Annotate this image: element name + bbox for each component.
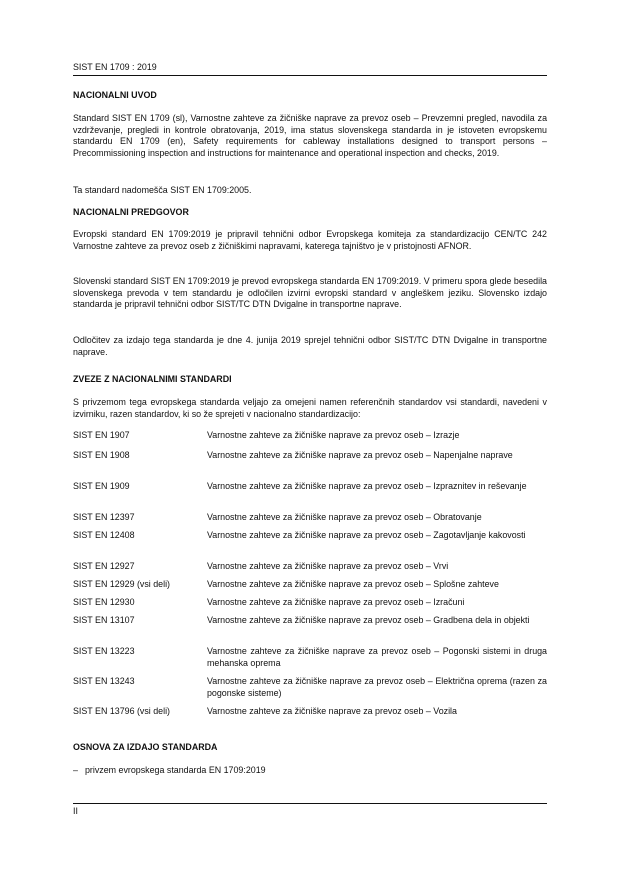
standard-title: Varnostne zahteve za žičniške naprave za prevoz oseb – Zagotavljanje kakovosti — [207, 530, 526, 540]
standard-code: SIST EN 12927 — [73, 561, 135, 571]
paragraph: S privzemom tega evropskega standarda veljajo za omejeni namen referenčnih standardov vsi standardi, navedeni v izvirniku, razen standardov, ki so že sprejeti v nacionalno standardizacijo: — [73, 397, 547, 419]
heading-nacionalni-predgovor: NACIONALNI PREDGOVOR — [73, 207, 189, 217]
standard-title: Varnostne zahteve za žičniške naprave za prevoz oseb – Obratovanje — [207, 512, 482, 522]
standard-title: Varnostne zahteve za žičniške naprave za prevoz oseb – Izpraznitev in reševanje — [207, 481, 527, 491]
page-number: II — [73, 806, 78, 816]
paragraph: Odločitev za izdajo tega standarda je dne 4. junija 2019 sprejel tehnični odbor SIST/TC DTN Dvigalne in transportne naprave. — [73, 335, 547, 357]
standard-code: SIST EN 12408 — [73, 530, 135, 540]
standard-title: Varnostne zahteve za žičniške naprave za prevoz oseb – Izračuni — [207, 597, 465, 607]
standard-code: SIST EN 1908 — [73, 450, 130, 460]
list-item-text: privzem evropskega standarda EN 1709:2019 — [85, 765, 266, 775]
standard-title: Varnostne zahteve za žičniške naprave za prevoz oseb – Napenjalne naprave — [207, 450, 513, 460]
heading-zveze: ZVEZE Z NACIONALNIMI STANDARDI — [73, 374, 232, 384]
standard-code: SIST EN 12929 (vsi deli) — [73, 579, 171, 589]
standard-title: Varnostne zahteve za žičniške naprave za prevoz oseb – Splošne zahteve — [207, 579, 499, 589]
standard-code: SIST EN 12397 — [73, 512, 135, 522]
standard-title: Varnostne zahteve za žičniške naprave za prevoz oseb – Vozila — [207, 706, 457, 716]
standard-title: Varnostne zahteve za žičniške naprave za prevoz oseb – Vrvi — [207, 561, 449, 571]
standard-title: Varnostne zahteve za žičniške naprave za prevoz oseb – Gradbena dela in objekti — [207, 615, 530, 625]
standard-code: SIST EN 13796 (vsi deli) — [73, 706, 171, 716]
paragraph: Slovenski standard SIST EN 1709:2019 je prevod evropskega standarda EN 1709:2019. V primeru spora glede besedila slovenskega prevoda v tem standardu je odločilen izvirni evropski standard v angleškem jeziku. Slovensko izdajo standarda je pripravil tehnični odbor SIST/TC DTN Dvigalne in transportne naprave. — [73, 276, 547, 310]
standard-title: Varnostne zahteve za žičniške naprave za prevoz oseb – Izrazje — [207, 430, 460, 440]
standard-code: SIST EN 1907 — [73, 430, 130, 440]
document-header: SIST EN 1709 : 2019 — [73, 62, 157, 72]
standard-title: Varnostne zahteve za žičniške naprave za prevoz oseb – Električna oprema (razen za pogonske sisteme) — [207, 676, 547, 698]
paragraph: Evropski standard EN 1709:2019 je pripravil tehnični odbor Evropskega komiteja za standardizacijo CEN/TC 242 Varnostne zahteve za prevoz oseb z žičniškimi napravami, katerega tajništvo je v pristojnosti AFNOR. — [73, 229, 547, 251]
standard-code: SIST EN 1909 — [73, 481, 130, 491]
paragraph: Standard SIST EN 1709 (sl), Varnostne zahteve za žičniške naprave za prevoz oseb – Prevzemni pregled, navodila za vzdrževanje, pregledi in kontrole obratovanja, 2019, ima status slovenskega standarda in je istoveten evropskemu standardu EN 1709 (en), Safety requirements for cableway installations designed to transport persons – Precommissioning inspection and instructions for maintenance and operational inspection and checks, 2019. — [73, 113, 547, 158]
standard-code: SIST EN 12930 — [73, 597, 135, 607]
bullet-dash: – — [73, 765, 78, 775]
standard-code: SIST EN 13243 — [73, 676, 135, 686]
standard-code: SIST EN 13107 — [73, 615, 135, 625]
standard-title: Varnostne zahteve za žičniške naprave za prevoz oseb – Pogonski sistemi in druga mehanska oprema — [207, 646, 547, 668]
paragraph: Ta standard nadomešča SIST EN 1709:2005. — [73, 185, 252, 195]
heading-osnova: OSNOVA ZA IZDAJO STANDARDA — [73, 742, 218, 752]
header-rule — [73, 75, 547, 76]
heading-nacionalni-uvod: NACIONALNI UVOD — [73, 90, 157, 100]
list-item — [73, 765, 547, 777]
standard-code: SIST EN 13223 — [73, 646, 135, 656]
footer-rule — [73, 803, 547, 804]
